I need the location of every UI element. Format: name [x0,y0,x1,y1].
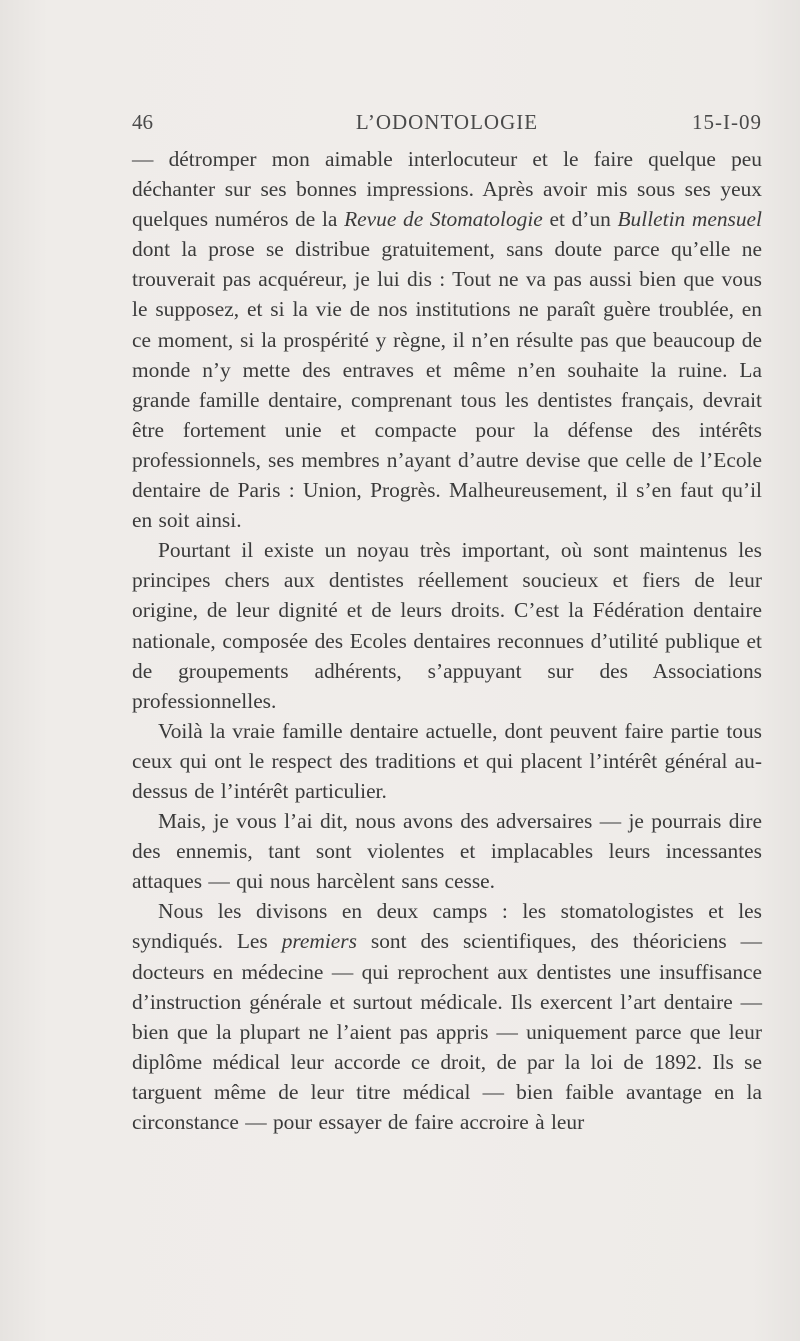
page-number: 46 [132,110,153,134]
paragraph [132,806,762,896]
issue-date: 15-I-09 [692,110,762,134]
paragraph [132,716,762,806]
paragraph [132,535,762,716]
running-title: L’ODONTOLOGIE [355,110,539,134]
body-text [132,144,762,1137]
journal-title-italic: Bulletin mensuel [617,207,762,232]
running-header [132,110,762,140]
paragraph [132,896,762,1137]
text-run: dont la prose se distribue gratuitement, sans doute parce qu’elle ne trouverait pas acquéreur, je lui dis : Tout ne va pas aussi bien que vous le supposez, et si la vie de nos institutions ne paraît guère troublée, en ce moment, si la prospérité y règne, il n’en résulte pas que beaucoup de monde n’y mette des entraves et même n’en souhaite la ruine. La grande famille dentaire, comprenant tous les dentistes français, devrait être fortement unie et compacte pour la défense des intérêts professionnels, ses membres n’ayant d’autre devise que celle de l’Ecole dentaire de Paris : Union, Progrès. Malheureusement, il s’en faut qu’il en soit ainsi. [132,237,762,533]
emphasis-italic: premiers [281,929,357,954]
text-run: Nous les divisons en deux camps : les stomatologistes et les syndiqués. Les [132,899,762,954]
text-run: sont des scientifiques, des théoriciens — docteurs en médecine — qui reprochent aux dentistes une insuffisance d’instruction générale et surtout médicale. Ils exercent l’art dentaire — bien que la plupart ne l’aient pas appris — uniquement parce que leur diplôme médical leur accorde ce droit, de par la loi de 1892. Ils se targuent même de leur titre médical — bien faible avantage en la circonstance — pour essayer de faire accroire à leur [132,929,762,1134]
text-run: Voilà la vraie famille dentaire actuelle, dont peuvent faire partie tous ceux qui ont le respect des traditions et qui placent l’intérêt général au-dessus de l’intérêt particulier. [132,718,762,803]
text-run: Mais, je vous l’ai dit, nous avons des adversaires — je pourrais dire des ennemis, tant sont violentes et implacables leurs incessantes attaques — qui nous harcèlent sans cesse. [132,809,762,894]
paragraph [132,144,762,535]
text-run: Pourtant il existe un noyau très important, où sont maintenus les principes chers aux dentistes réellement soucieux et fiers de leur origine, de leur dignité et de leurs droits. C’est la Fédération dentaire nationale, composée des Ecoles dentaires reconnues d’utilité publique et de groupements adhérents, s’appuyant sur des Associations professionnelles. [132,538,762,713]
journal-title-italic: Revue de Stomatologie [344,207,543,232]
text-run: et d’un [542,207,618,232]
text-run: — détromper mon aimable interlocuteur et le faire quelque peu déchanter sur ses bonnes impressions. Après avoir mis sous ses yeux quelques numéros de la [132,147,762,232]
